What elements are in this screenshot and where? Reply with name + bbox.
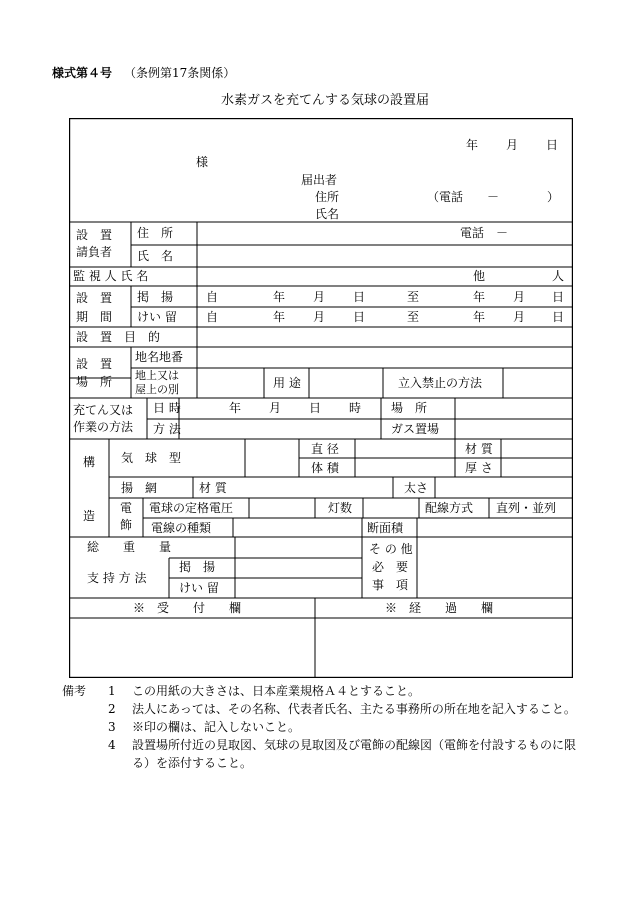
addressee-suffix: 様 xyxy=(196,155,209,169)
raise-to-day: 日 xyxy=(552,290,565,304)
moor-to-day: 日 xyxy=(552,310,565,324)
raise-from: 自 xyxy=(206,290,219,304)
structure-label-line2: 造 xyxy=(83,509,96,523)
form-title: 水素ガスを充てんする気球の設置届 xyxy=(221,93,430,108)
filling-day: 日 xyxy=(309,401,322,415)
supervisor-others: 他 xyxy=(473,269,486,283)
date-day: 日 xyxy=(546,138,559,152)
contractor-address-label: 住 所 xyxy=(137,226,174,240)
raise-to-month: 月 xyxy=(513,290,526,304)
contractor-label-line2: 請負者 xyxy=(76,245,113,259)
raise-from-month: 月 xyxy=(313,290,326,304)
other-label-line2: 必 要 xyxy=(372,560,409,574)
thickness-label: 厚 さ xyxy=(465,461,493,475)
note-number: 3 xyxy=(108,720,116,734)
rope-label: 揚 網 xyxy=(121,481,158,495)
reception-column-header: ※ 受 付 欄 xyxy=(133,601,242,615)
contractor-phone: 電話 － xyxy=(460,226,509,240)
form-number: 様式第４号 xyxy=(52,66,113,80)
filling-place-label: 場 所 xyxy=(391,401,428,415)
note-number: 4 xyxy=(108,738,116,752)
notifier-name-label: 氏名 xyxy=(315,207,340,221)
raise-to: 至 xyxy=(407,290,420,304)
purpose-label: 設 置 目 的 xyxy=(76,330,161,344)
filling-label-line1: 充てん又は xyxy=(73,403,134,417)
rope-thickness-label: 太さ xyxy=(404,481,429,495)
other-label-line3: 事 項 xyxy=(372,578,409,592)
contractor-name-label: 氏 名 xyxy=(137,249,174,263)
note-number: 1 xyxy=(108,684,116,698)
filling-month: 月 xyxy=(269,401,282,415)
decoration-label-line1: 電 xyxy=(120,501,133,515)
moor-from: 自 xyxy=(206,310,219,324)
cross-section-label: 断面積 xyxy=(367,521,404,535)
balloon-type-label: 気 球 型 xyxy=(121,451,182,465)
wire-type-label: 電線の種類 xyxy=(151,521,212,535)
period-label-line2: 期 間 xyxy=(76,310,113,324)
supervisor-label: 監 視 人 氏 名 xyxy=(73,269,149,283)
decoration-label-line2: 飾 xyxy=(120,518,133,532)
filling-datetime-label: 日 時 xyxy=(153,401,181,415)
volume-label: 体 積 xyxy=(311,461,339,475)
contractor-label-line1: 設 置 xyxy=(76,228,113,242)
notification-form-table xyxy=(69,118,573,678)
period-raise-label: 掲 揚 xyxy=(137,290,174,304)
place-label-line2: 場 所 xyxy=(76,375,113,389)
notifier-label: 届出者 xyxy=(301,173,338,187)
rope-material-label: 材 質 xyxy=(199,481,227,495)
no-entry-label: 立入禁止の方法 xyxy=(398,376,483,390)
gas-storage-label: ガス置場 xyxy=(391,422,440,436)
notes-label: 備考 xyxy=(62,684,87,698)
wiring-method-label: 配線方式 xyxy=(425,501,474,515)
notifier-phone: （電話 － ） xyxy=(427,190,560,204)
note-item xyxy=(62,700,582,718)
moor-from-month: 月 xyxy=(313,310,326,324)
support-method-label: 支 持 方 法 xyxy=(87,571,147,585)
diameter-label: 直 径 xyxy=(311,442,339,456)
material-label: 材 質 xyxy=(465,442,493,456)
support-raise-label: 掲 揚 xyxy=(179,560,216,574)
moor-from-year: 年 xyxy=(273,310,286,324)
lot-number-label: 地名地番 xyxy=(135,350,184,364)
moor-from-day: 日 xyxy=(353,310,366,324)
note-item xyxy=(62,736,582,772)
progress-column-header: ※ 経 過 欄 xyxy=(385,601,494,615)
notifier-address-label: 住所 xyxy=(315,190,340,204)
place-label-line1: 設 置 xyxy=(76,357,113,371)
structure-label-line1: 構 xyxy=(83,455,96,469)
series-parallel-label: 直列・並列 xyxy=(496,501,557,515)
lamp-count-label: 灯数 xyxy=(328,501,353,515)
form-reference: （条例第17条関係） xyxy=(124,66,236,80)
date-year: 年 xyxy=(466,138,479,152)
use-label: 用 途 xyxy=(273,376,301,390)
note-item xyxy=(62,718,582,736)
note-text: ※印の欄は、記入しないこと。 xyxy=(132,720,301,734)
note-text: この用紙の大きさは、日本産業規格Ａ４とすること。 xyxy=(132,684,421,698)
rated-voltage-label: 電球の定格電圧 xyxy=(149,501,234,515)
ground-roof-label-line1: 地上又は xyxy=(135,369,179,382)
moor-to-year: 年 xyxy=(473,310,486,324)
filling-year: 年 xyxy=(229,401,242,415)
filling-hour: 時 xyxy=(349,401,362,415)
filling-label-line2: 作業の方法 xyxy=(73,420,134,434)
note-number: 2 xyxy=(108,702,116,716)
filling-method-label: 方 法 xyxy=(153,422,181,436)
ground-roof-label-line2: 屋上の別 xyxy=(135,383,179,396)
note-text: 法人にあっては、その名称、代表者氏名、主たる事務所の所在地を記入すること。 xyxy=(132,702,576,716)
support-moor-label: けい 留 xyxy=(179,581,219,595)
supervisor-persons: 人 xyxy=(552,269,565,283)
notes-section xyxy=(62,682,582,772)
other-label-line1: そ の 他 xyxy=(369,542,413,556)
date-month: 月 xyxy=(506,138,519,152)
raise-from-day: 日 xyxy=(353,290,366,304)
total-weight-label: 総 重 量 xyxy=(87,540,172,554)
raise-to-year: 年 xyxy=(473,290,486,304)
period-moor-label: けい 留 xyxy=(137,310,177,324)
note-item xyxy=(62,682,582,700)
moor-to-month: 月 xyxy=(513,310,526,324)
raise-from-year: 年 xyxy=(273,290,286,304)
moor-to: 至 xyxy=(407,310,420,324)
note-text: 設置場所付近の見取図、気球の見取図及び電飾の配線図（電飾を付設するものに限る）を添付すること。 xyxy=(132,738,577,770)
period-label-line1: 設 置 xyxy=(76,291,113,305)
